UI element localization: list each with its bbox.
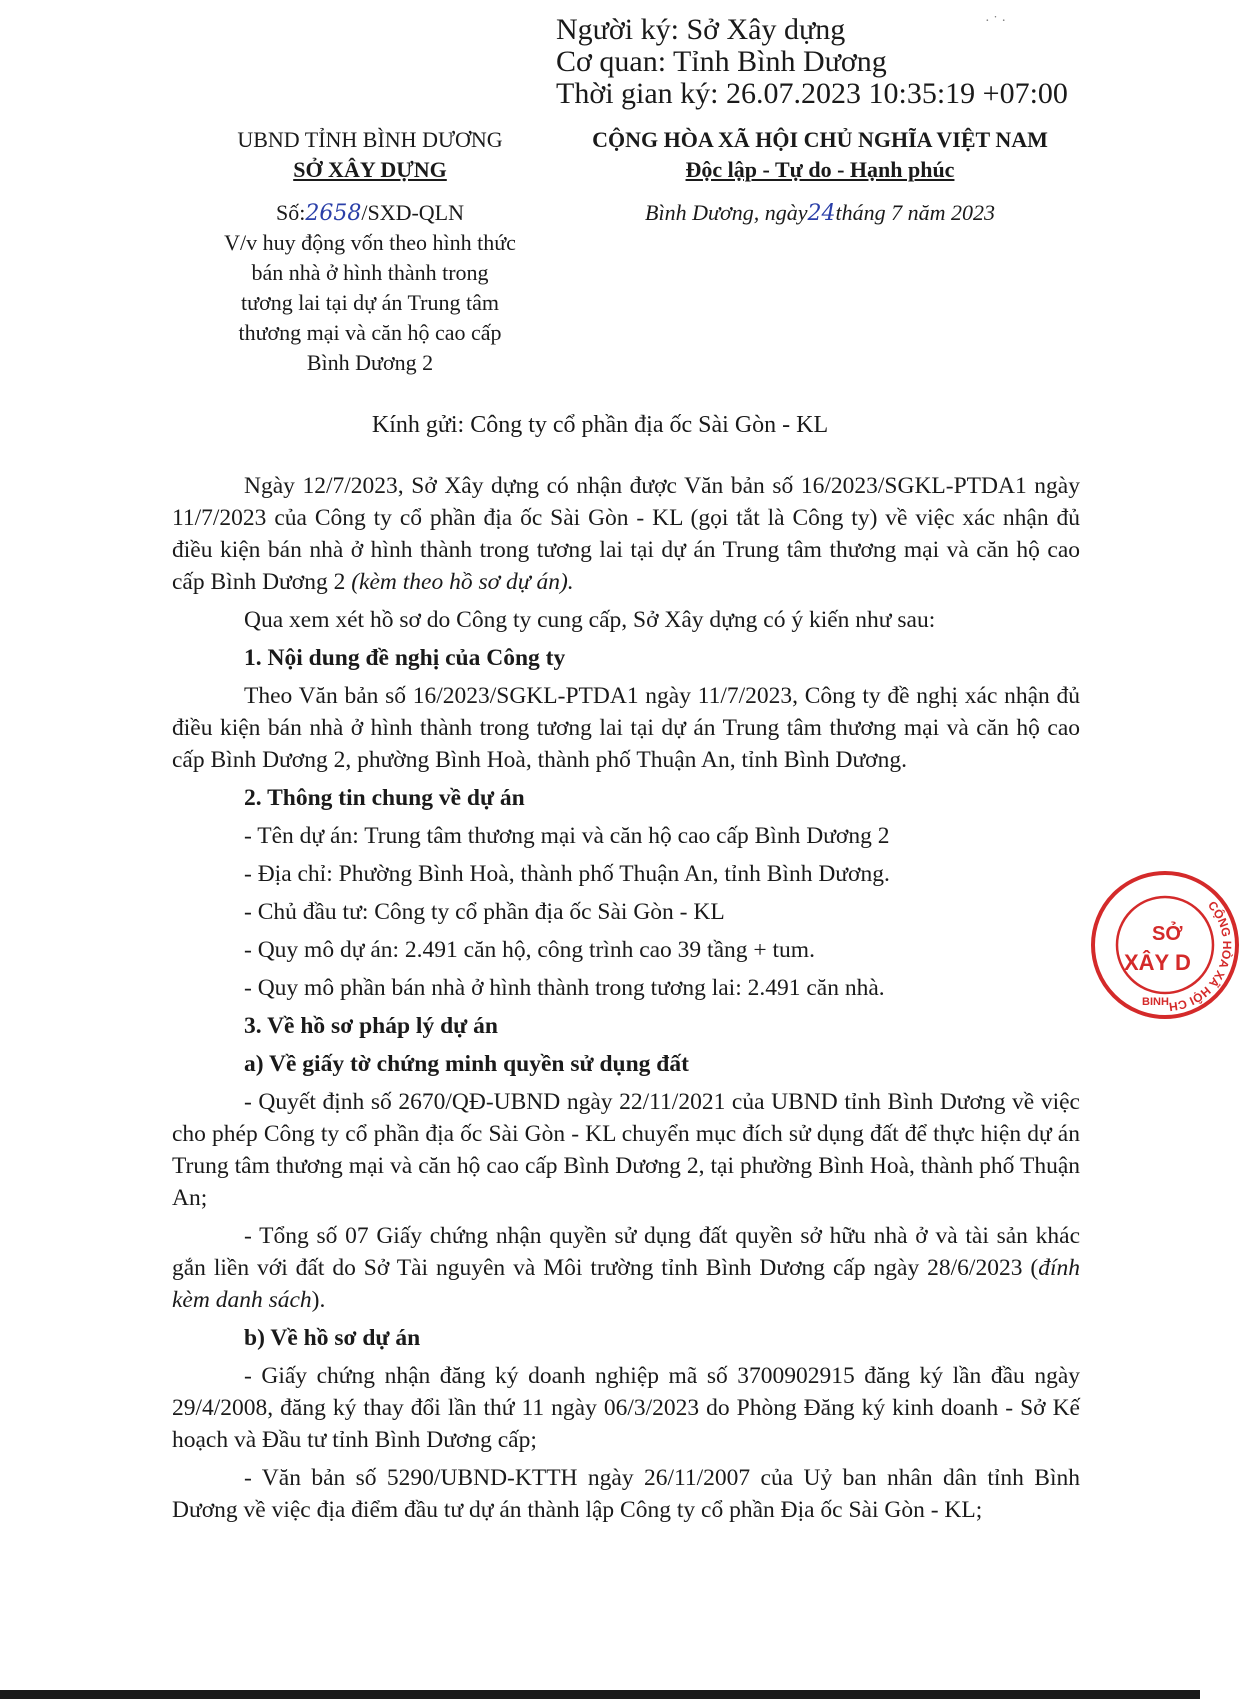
- issuing-authority: UBND TỈNH BÌNH DƯƠNG: [237, 127, 503, 152]
- land-certificates-paragraph: - Tổng số 07 Giấy chứng nhận quyền sử dụng đất quyền sở hữu nhà ở và tài sản khác gắn liền với đất do Sở Tài nguyên và Môi trường tỉnh Bình Dương cấp ngày 28/6/2023 (đính kèm danh sách).: [172, 1223, 1080, 1313]
- section-3-heading: 3. Về hồ sơ pháp lý dự án: [244, 1013, 498, 1039]
- section-1-paragraph: Theo Văn bản số 16/2023/SGKL-PTDA1 ngày 11/7/2023, Công ty đề nghị xác nhận đủ điều kiện bán nhà ở hình thành trong tương lai tại dự án Trung tâm thương mại và căn hộ cao cấp Bình Dương 2, phường Bình Hoà, thành phố Thuận An, tỉnh Bình Dương.: [172, 683, 1080, 773]
- project-info-item: - Địa chỉ: Phường Bình Hoà, thành phố Thuận An, tỉnh Bình Dương.: [244, 861, 890, 887]
- project-info-item: - Tên dự án: Trung tâm thương mại và căn hộ cao cấp Bình Dương 2: [244, 823, 890, 849]
- section-1-heading: 1. Nội dung đề nghị của Công ty: [244, 645, 566, 671]
- document-body: [172, 470, 1080, 1532]
- signature-signer: Người ký: Sở Xây dựng: [556, 13, 846, 46]
- intro-paragraph: Ngày 12/7/2023, Sở Xây dựng có nhận được Văn bản số 16/2023/SGKL-PTDA1 ngày 11/7/2023 của Công ty cổ phần địa ốc Sài Gòn - KL (gọi tắt là Công ty) về việc xác nhận đủ điều kiện bán nhà ở hình thành trong tương lai tại dự án Trung tâm thương mại và căn hộ cao cấp Bình Dương 2 (kèm theo hồ sơ dự án).: [172, 473, 1080, 595]
- issuing-department: [190, 155, 550, 185]
- investment-location-paragraph: - Văn bản số 5290/UBND-KTTH ngày 26/11/2007 của Uỷ ban nhân dân tỉnh Bình Dương về việc địa điểm đầu tư dự án thành lập Công ty cổ phần Địa ốc Sài Gòn - KL;: [172, 1465, 1080, 1523]
- signature-time: Thời gian ký: 26.07.2023 10:35:19 +07:00: [556, 77, 1068, 110]
- recipient-line: Kính gửi: Công ty cổ phần địa ốc Sài Gòn - KL: [371, 412, 829, 438]
- project-info-item: - Quy mô dự án: 2.491 căn hộ, công trình cao 39 tầng + tum.: [244, 937, 815, 963]
- seal-inner-line-1: SỞ: [1152, 923, 1183, 945]
- handwritten-number: 2658: [305, 201, 362, 226]
- official-seal-stamp: [1090, 870, 1240, 1020]
- section-2-heading: 2. Thông tin chung về dự án: [244, 785, 525, 811]
- section-3b-heading: b) Về hồ sơ dự án: [244, 1325, 421, 1351]
- document-subject: V/v huy động vốn theo hình thức bán nhà ở hình thành trong tương lai tại dự án Trung tâm thương mại và căn hộ cao cấp Bình Dương 2: [224, 230, 516, 375]
- seal-ring-text: CỘNG HÒA XÃ HỘI CH: [1168, 898, 1235, 1014]
- national-title: CỘNG HÒA XÃ HỘI CHỦ NGHĨA VIỆT NAM: [592, 127, 1048, 152]
- scan-specks: · ˙ ·: [985, 14, 1006, 29]
- land-decision-paragraph: - Quyết định số 2670/QĐ-UBND ngày 22/11/2021 của UBND tỉnh Bình Dương về việc cho phép Công ty cổ phần địa ốc Sài Gòn - KL chuyển mục đích sử dụng đất để thực hiện dự án Trung tâm thương mại và căn hộ cao cấp Bình Dương 2, tại phường Bình Hoà, thành phố Thuận An;: [172, 1089, 1080, 1211]
- seal-bottom-text: BINH: [1142, 996, 1169, 1008]
- project-info-item: - Quy mô phần bán nhà ở hình thành trong tương lai: 2.491 căn nhà.: [244, 975, 885, 1001]
- document-date: Bình Dương, ngày24tháng 7 năm 2023: [645, 200, 995, 226]
- section-3a-heading: a) Về giấy tờ chứng minh quyền sử dụng đất: [244, 1051, 689, 1077]
- national-motto: Độc lập - Tự do - Hạnh phúc: [685, 157, 955, 182]
- seal-inner-line-2: XÂY D: [1124, 950, 1191, 975]
- review-paragraph: Qua xem xét hồ sơ do Công ty cung cấp, Sở Xây dựng có ý kiến như sau:: [244, 607, 936, 633]
- handwritten-day: 24: [807, 201, 836, 226]
- project-info-item: - Chủ đầu tư: Công ty cổ phần địa ốc Sài Gòn - KL: [244, 899, 725, 925]
- business-registration-paragraph: - Giấy chứng nhận đăng ký doanh nghiệp mã số 3700902915 đăng ký lần đầu ngày 29/4/2008, đăng ký thay đổi lần thứ 11 ngày 06/3/2023 do Phòng Đăng ký kinh doanh - Sở Kế hoạch và Đầu tư tỉnh Bình Dương cấp;: [172, 1363, 1080, 1453]
- scan-bottom-edge: [0, 1690, 1200, 1699]
- document-number: Số:2658/SXD-QLN: [275, 200, 465, 226]
- department-name: SỞ XÂY DỰNG: [293, 157, 447, 182]
- signature-agency: Cơ quan: Tỉnh Bình Dương: [556, 45, 887, 78]
